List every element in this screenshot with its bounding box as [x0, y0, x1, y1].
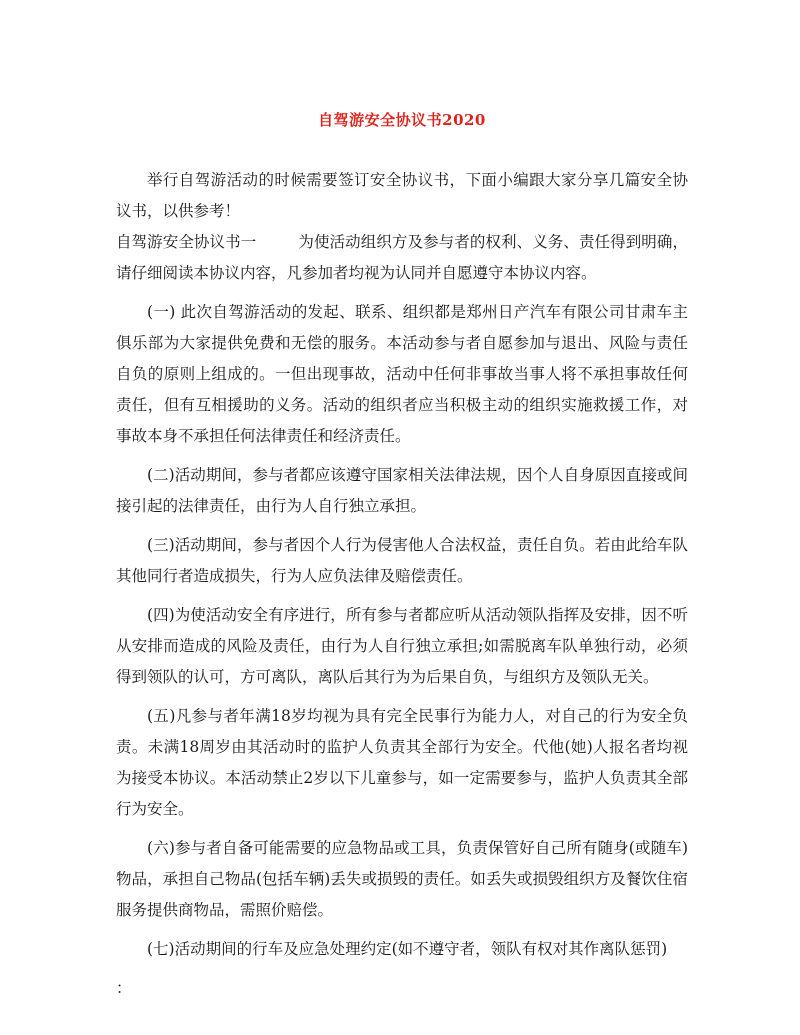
document-body	[116, 165, 688, 1004]
clause-5: (五)凡参与者年满18岁均视为具有完全民事行为能力人，对自己的行为安全负责。未满18周岁由其活动时的监护人负责其全部行为安全。代他(她)人报名者均视为接受本协议。本活动禁止2岁以下儿童参与，如一定需要参与，监护人负责其全部行为安全。	[116, 707, 688, 818]
clause-6: (六)参与者自备可能需要的应急物品或工具，负责保管好自己所有随身(或随车)物品，承担自己物品(包括车辆)丢失或损毁的责任。如丢失或损毁组织方及餐饮住宿服务提供商物品，需照价赔偿。	[116, 839, 688, 919]
clause-7: (七)活动期间的行车及应急处理约定(如不遵守者，领队有权对其作离队惩罚)	[147, 940, 668, 958]
document-title: 自驾游安全协议书2020	[318, 111, 486, 129]
clause-1: (一) 此次自驾游活动的发起、联系、组织都是郑州日产汽车有限公司甘肃车主俱乐部为大家提供免费和无偿的服务。本活动参与者自愿参加与退出、风险与责任自负的原则上组成的。一但出现事故，活动中任何非事故当事人将不承担事故任何责任，但有互相援助的义务。活动的组织者应当积极主动的组织实施救援工作，对事故本身不承担任何法律责任和经济责任。	[116, 303, 688, 445]
agreement-heading-paragraph	[116, 227, 688, 289]
agreement-preface: 为使活动组织方及参与者的权利、义务、责任得到明确，请仔细阅读本协议内容，凡参加者均视为认同并自愿遵守本协议内容。	[116, 233, 688, 282]
clause-4: (四)为使活动安全有序进行，所有参与者都应听从活动领队指挥及安排，因不听从安排而造成的风险及责任，由行为人自行独立承担;如需脱离车队单独行动，必须得到领队的认可，方可离队，离队后其行为为后果自负，与组织方及领队无关。	[116, 606, 688, 686]
agreement-heading: 自驾游安全协议书一	[116, 233, 257, 251]
clause-2: (二)活动期间，参与者都应该遵守国家相关法律法规，因个人自身原因直接或间接引起的法律责任，由行为人自行独立承担。	[116, 466, 688, 515]
clause-3: (三)活动期间，参与者因个人行为侵害他人合法权益，责任自负。若由此给车队其他同行者造成损失，行为人应负法律及赔偿责任。	[116, 536, 688, 585]
intro-paragraph: 举行自驾游活动的时候需要签订安全协议书，下面小编跟大家分享几篇安全协议书，以供参考！	[116, 171, 688, 220]
trailing-colon: ：	[116, 979, 132, 997]
